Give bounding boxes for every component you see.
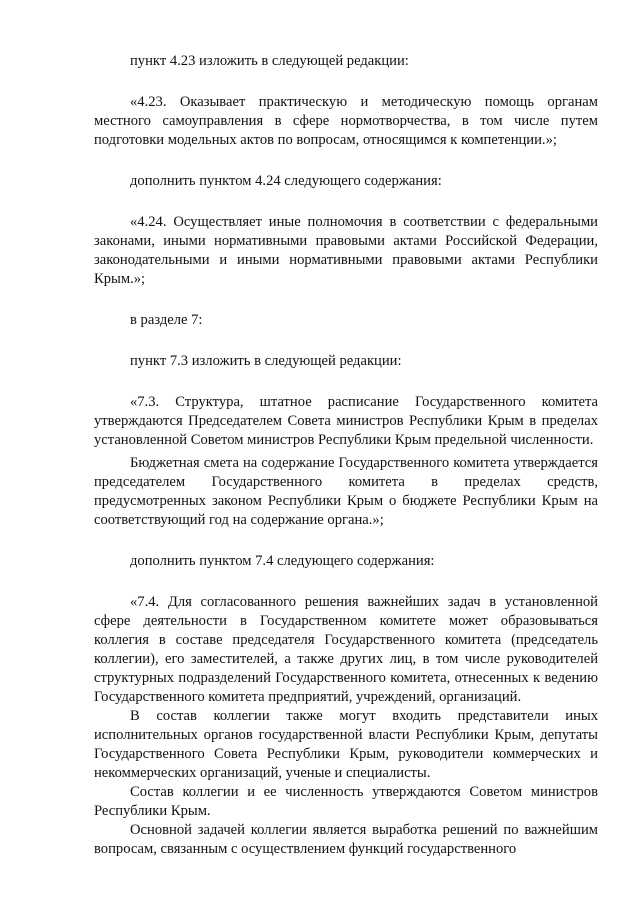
instruction-paragraph: дополнить пунктом 7.4 следующего содержания:: [130, 553, 435, 569]
instruction-paragraph: пункт 7.3 изложить в следующей редакции:: [130, 353, 402, 369]
body-paragraph: В состав коллегии также могут входить представители иных исполнительных органов государственной власти Республики Крым, депутаты Государственного Совета Республики Крым, руководители коммерческих и некоммерческих организаций, ученые и специалисты.: [94, 708, 598, 781]
body-paragraph: Основной задачей коллегии является выработка решений по важнейшим вопросам, связанным с осуществлением функций государственного: [94, 822, 598, 857]
body-paragraph: Состав коллегии и ее численность утверждаются Советом министров Республики Крым.: [94, 784, 598, 819]
instruction-paragraph: пункт 4.23 изложить в следующей редакции:: [130, 53, 409, 69]
quoted-paragraph: «7.4. Для согласованного решения важнейших задач в установленной сфере деятельности в Государственном комитете может образовываться коллегия в составе председателя Государственного комитета (председатель коллегии), его заместителей, а также других лиц, в том числе руководителей структурных подразделений Государственного комитета, отнесенных к ведению Государственного комитета предприятий, учреждений, организаций.: [94, 594, 598, 705]
body-paragraph: Бюджетная смета на содержание Государственного комитета утверждается председателем Государственного комитета в пределах средств, предусмотренных законом Республики Крым о бюджете Республики Крым на соответствующий год на содержание органа.»;: [94, 455, 598, 528]
quoted-paragraph: «4.24. Осуществляет иные полномочия в соответствии с федеральными законами, иными нормативными правовыми актами Российской Федерации, законодательными и иными нормативными правовыми актами Республики Крым.»;: [94, 214, 598, 287]
quoted-paragraph: «7.3. Структура, штатное расписание Государственного комитета утверждаются Председателем Совета министров Республики Крым в пределах установленной Советом министров Республики Крым предельной численности.: [94, 394, 598, 448]
instruction-paragraph: дополнить пунктом 4.24 следующего содержания:: [130, 173, 442, 189]
quoted-paragraph: «4.23. Оказывает практическую и методическую помощь органам местного самоуправления в сфере нормотворчества, в том числе путем подготовки модельных актов по вопросам, относящимся к компетенции.»;: [94, 94, 598, 148]
instruction-paragraph: в разделе 7:: [130, 312, 203, 328]
document-page: [94, 52, 598, 859]
